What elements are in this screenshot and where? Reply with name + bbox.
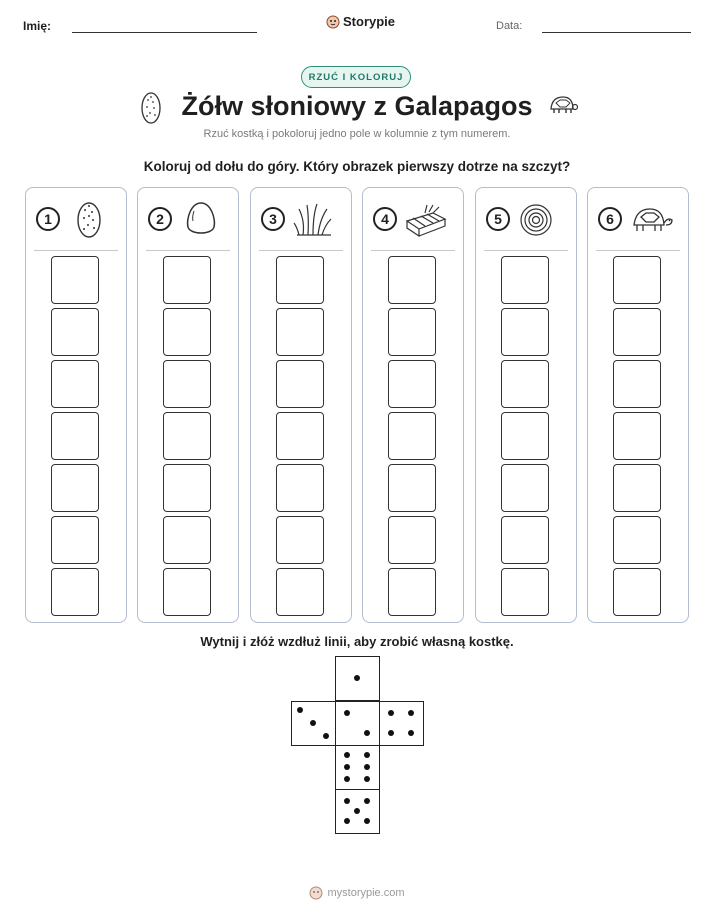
dice-face-6 xyxy=(335,745,380,790)
dice-face-1 xyxy=(335,656,380,701)
dice-pip xyxy=(388,730,394,736)
color-cell[interactable] xyxy=(501,516,549,564)
color-cell[interactable] xyxy=(388,412,436,460)
color-cell[interactable] xyxy=(613,412,661,460)
dice-face-2 xyxy=(335,701,380,746)
dice-pip xyxy=(344,776,350,782)
color-cell[interactable] xyxy=(51,308,99,356)
dice-pip xyxy=(364,752,370,758)
color-cell[interactable] xyxy=(163,360,211,408)
color-cell[interactable] xyxy=(613,568,661,616)
color-cell[interactable] xyxy=(388,568,436,616)
subtitle: Rzuć kostką i pokoloruj jedno pole w kolumnie z tym numerem. xyxy=(203,128,511,140)
color-cell[interactable] xyxy=(51,516,99,564)
column-number: 6 xyxy=(598,207,622,231)
dice-pip xyxy=(388,710,394,716)
color-cell[interactable] xyxy=(51,464,99,512)
column-number: 4 xyxy=(373,207,397,231)
color-cell[interactable] xyxy=(163,256,211,304)
color-cell[interactable] xyxy=(163,516,211,564)
brand-logo xyxy=(326,14,395,29)
color-cell[interactable] xyxy=(276,256,324,304)
name-label: Imię: xyxy=(23,19,52,33)
column-divider xyxy=(596,250,680,251)
color-cell[interactable] xyxy=(613,308,661,356)
cut-instruction: Wytnij i złóż wzdłuż linii, aby zrobić własną kostkę. xyxy=(200,634,514,649)
column-number: 3 xyxy=(261,207,285,231)
brand-name: Storypie xyxy=(343,14,396,29)
color-cell[interactable] xyxy=(276,412,324,460)
color-cell[interactable] xyxy=(51,412,99,460)
tortoise-icon xyxy=(546,94,578,121)
dice-pip xyxy=(354,808,360,814)
color-cell[interactable] xyxy=(613,256,661,304)
dice-pip xyxy=(344,798,350,804)
color-cell[interactable] xyxy=(501,308,549,356)
color-cell[interactable] xyxy=(276,568,324,616)
color-cell[interactable] xyxy=(388,360,436,408)
color-cell[interactable] xyxy=(163,464,211,512)
grass-icon xyxy=(291,201,337,239)
storypie-logo-icon xyxy=(309,886,323,900)
color-cell[interactable] xyxy=(51,256,99,304)
color-cell[interactable] xyxy=(501,412,549,460)
color-cell[interactable] xyxy=(613,516,661,564)
column-2 xyxy=(137,187,239,623)
column-divider xyxy=(34,250,118,251)
column-5 xyxy=(475,187,577,623)
color-cell[interactable] xyxy=(613,464,661,512)
column-number: 1 xyxy=(36,207,60,231)
column-divider xyxy=(484,250,568,251)
column-header xyxy=(138,188,238,250)
color-cell[interactable] xyxy=(388,464,436,512)
name-line xyxy=(72,32,257,33)
column-divider xyxy=(259,250,343,251)
dice-pip xyxy=(323,733,329,739)
color-cell[interactable] xyxy=(613,360,661,408)
color-cell[interactable] xyxy=(501,256,549,304)
egg-icon xyxy=(178,201,224,239)
dice-pip xyxy=(344,710,350,716)
color-cell[interactable] xyxy=(276,464,324,512)
activity-badge: RZUĆ I KOLORUJ xyxy=(301,66,411,88)
date-line xyxy=(542,32,691,33)
color-cell[interactable] xyxy=(501,464,549,512)
column-4 xyxy=(362,187,464,623)
column-number: 5 xyxy=(486,207,510,231)
instruction: Koloruj od dołu do góry. Który obrazek pierwszy dotrze na szczyt? xyxy=(143,159,571,174)
color-cell[interactable] xyxy=(51,568,99,616)
dice-pip xyxy=(408,710,414,716)
date-label: Data: xyxy=(496,20,523,32)
page-title: Żółw słoniowy z Galapagos xyxy=(181,91,533,121)
column-header xyxy=(363,188,463,250)
column-6 xyxy=(587,187,689,623)
column-divider xyxy=(371,250,455,251)
cactus-icon xyxy=(66,201,112,239)
color-cell[interactable] xyxy=(388,516,436,564)
dice-face-5 xyxy=(335,789,380,834)
dice-pip xyxy=(297,707,303,713)
tree-rings-icon xyxy=(516,201,562,239)
footer-url: mystorypie.com xyxy=(327,887,405,899)
column-3 xyxy=(250,187,352,623)
dice-pip xyxy=(364,730,370,736)
color-cell[interactable] xyxy=(51,360,99,408)
dice-pip xyxy=(344,818,350,824)
color-cell[interactable] xyxy=(163,568,211,616)
color-cell[interactable] xyxy=(163,308,211,356)
column-header xyxy=(251,188,351,250)
column-1 xyxy=(25,187,127,623)
dice-face-3 xyxy=(291,701,336,746)
color-cell[interactable] xyxy=(163,412,211,460)
dice-pip xyxy=(344,752,350,758)
hay-bundle-icon xyxy=(403,201,449,239)
dice-pip xyxy=(364,798,370,804)
dice-pip xyxy=(344,764,350,770)
column-header xyxy=(476,188,576,250)
color-cell[interactable] xyxy=(501,568,549,616)
color-cell[interactable] xyxy=(276,360,324,408)
column-header xyxy=(26,188,126,250)
dice-pip xyxy=(354,675,360,681)
color-cell[interactable] xyxy=(388,256,436,304)
dice-pip xyxy=(364,764,370,770)
storypie-logo-icon xyxy=(326,15,340,29)
column-divider xyxy=(146,250,230,251)
dice-pip xyxy=(364,818,370,824)
color-cell[interactable] xyxy=(276,516,324,564)
dice-pip xyxy=(310,720,316,726)
dice-face-4 xyxy=(379,701,424,746)
column-number: 2 xyxy=(148,207,172,231)
footer xyxy=(0,886,714,900)
dice-pip xyxy=(408,730,414,736)
column-header xyxy=(588,188,688,250)
color-cell[interactable] xyxy=(388,308,436,356)
color-cell[interactable] xyxy=(501,360,549,408)
tortoise-icon xyxy=(628,201,674,239)
dice-pip xyxy=(364,776,370,782)
color-cell[interactable] xyxy=(276,308,324,356)
